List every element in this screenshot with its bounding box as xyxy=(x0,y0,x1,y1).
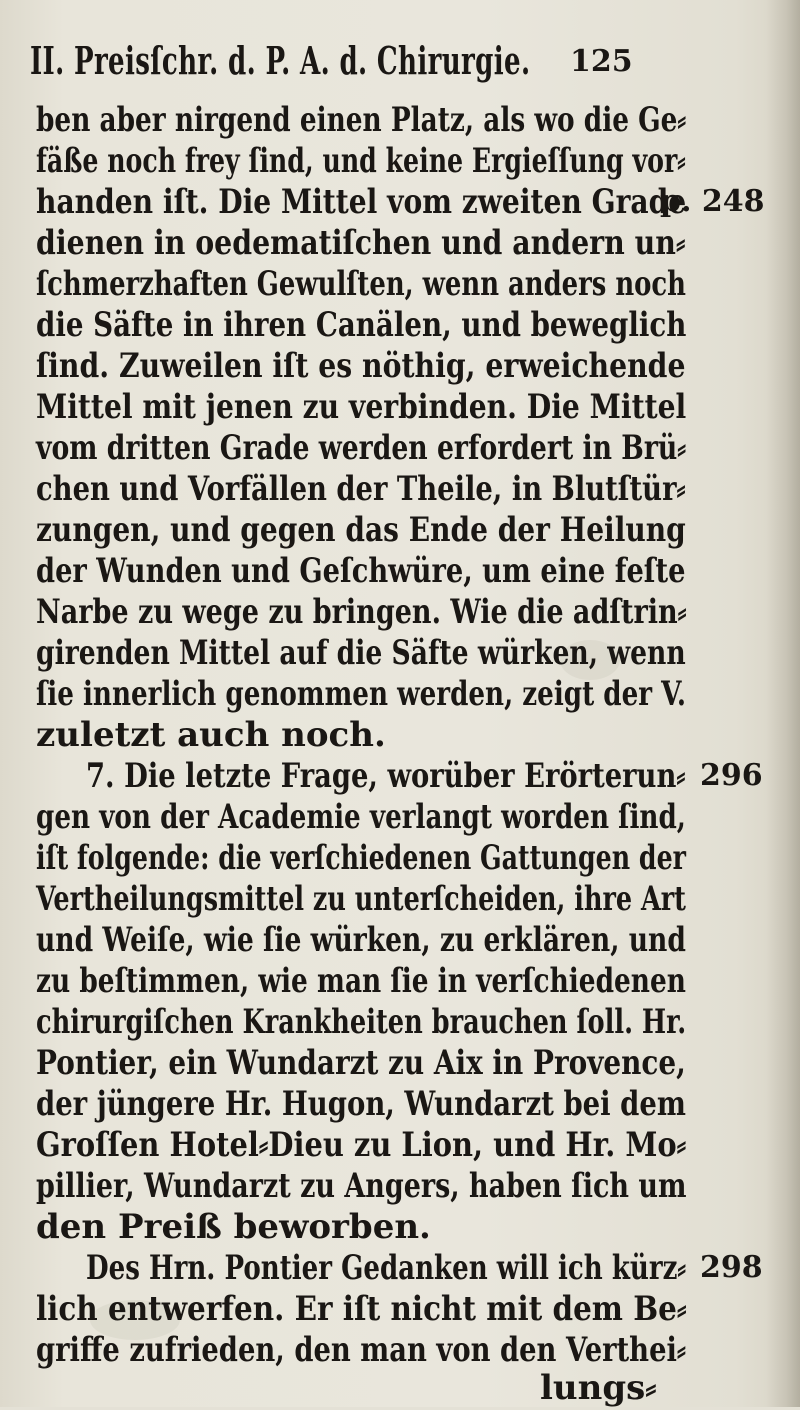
text-line: lich entwerfen. Er iſt nicht mit dem Be⸗ xyxy=(36,1289,687,1329)
catchword: lungs⸗ xyxy=(540,1368,657,1408)
text-line: Narbe zu wege zu bringen. Wie die adſtrin⸗ xyxy=(36,592,687,632)
text-line: girenden Mittel auf die Säfte würken, wenn xyxy=(36,633,686,673)
text-line: zungen, und gegen das Ende der Heilung xyxy=(36,510,686,550)
text-line: Pontier, ein Wundarzt zu Aix in Provence, xyxy=(36,1043,686,1083)
text-line: pillier, Wundarzt zu Angers, haben ſich um xyxy=(36,1166,687,1206)
text-line: 7. Die letzte Frage, worüber Erörterun⸗ xyxy=(86,756,686,796)
text-line: fäße noch frey ſind, und keine Ergieſſung vor⸗ xyxy=(36,141,686,181)
text-line: dienen in oedematiſchen und andern un⸗ xyxy=(36,223,686,263)
text-line: ſchmerzhaften Gewulſten, wenn anders noch xyxy=(36,264,686,304)
text-line: vom dritten Grade werden erfordert in Brü⸗ xyxy=(36,428,687,468)
text-line: ſind. Zuweilen iſt es nöthig, erweichende xyxy=(36,346,686,386)
text-line: zuletzt auch noch. xyxy=(36,715,386,755)
margin-note-296: 296 xyxy=(700,758,763,793)
page-number: 125 xyxy=(570,44,633,79)
margin-note-p248: p. 248 xyxy=(660,184,765,219)
text-line: ben aber nirgend einen Platz, als wo die Ge⸗ xyxy=(36,100,687,140)
text-line: ſie innerlich genommen werden, zeigt der V. xyxy=(36,674,687,714)
running-title: II. Preisſchr. d. P. A. d. Chirurgie. xyxy=(30,38,531,83)
text-line: der Wunden und Geſchwüre, um eine feſte xyxy=(36,551,686,591)
text-line: der jüngere Hr. Hugon, Wundarzt bei dem xyxy=(36,1084,686,1124)
text-line: und Weiſe, wie ſie würken, zu erklären, und xyxy=(36,920,686,960)
text-line: den Preiß beworben. xyxy=(36,1207,431,1247)
text-line: Vertheilungsmittel zu unterſcheiden, ihre Art xyxy=(36,879,686,919)
text-line: Des Hrn. Pontier Gedanken will ich kürz⸗ xyxy=(86,1248,687,1288)
text-line: Groſſen Hotel⸗Dieu zu Lion, und Hr. Mo⸗ xyxy=(36,1125,687,1165)
text-line: iſt folgende: die verſchiedenen Gattungen der xyxy=(36,838,686,878)
text-line: chirurgiſchen Krankheiten brauchen ſoll. Hr. xyxy=(36,1002,687,1042)
text-line: die Säfte in ihren Canälen, und beweglich xyxy=(36,305,687,345)
text-line: Mittel mit jenen zu verbinden. Die Mittel xyxy=(36,387,687,427)
text-line: griffe zufrieden, den man von den Verthei⸗ xyxy=(36,1330,687,1370)
text-line: chen und Vorfällen der Theile, in Blutſtür⸗ xyxy=(36,469,686,509)
text-line: zu beſtimmen, wie man ſie in verſchiedenen xyxy=(36,961,686,1001)
margin-note-298: 298 xyxy=(700,1250,763,1285)
text-line: gen von der Academie verlangt worden ſind, xyxy=(36,797,686,837)
text-line: handen iſt. Die Mittel vom zweiten Grade xyxy=(36,182,687,222)
